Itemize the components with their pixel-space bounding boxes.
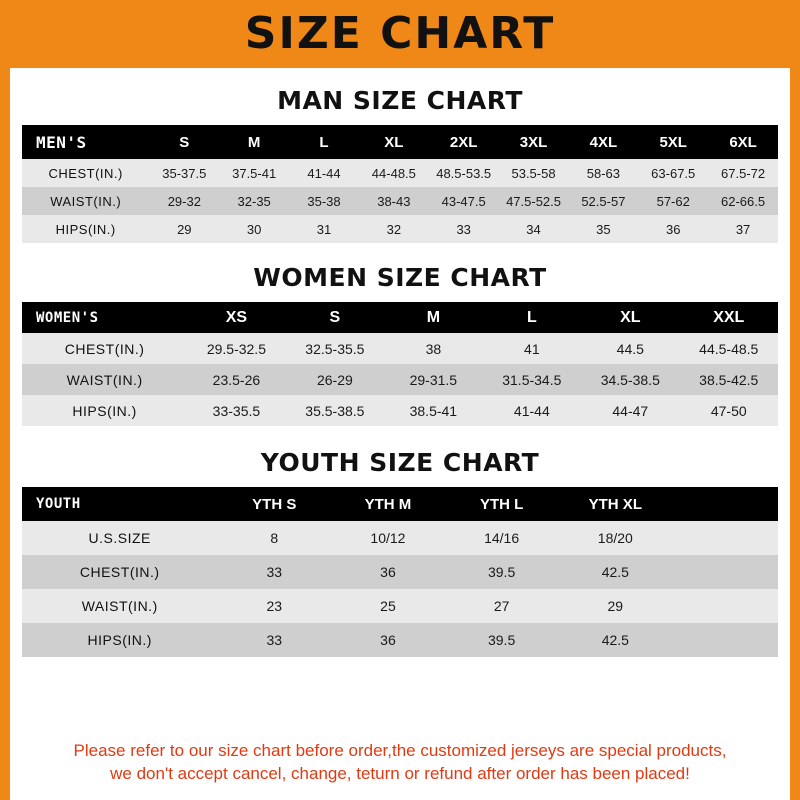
table-header-row — [22, 125, 778, 159]
row-label-chest: CHEST(IN.) — [79, 564, 160, 580]
cell: 41-44 — [307, 165, 341, 181]
row-label-hips: HIPS(IN.) — [72, 402, 137, 419]
page-title: SIZE CHART — [244, 8, 556, 59]
women-size-table — [22, 302, 778, 426]
cell: 31 — [316, 221, 332, 237]
column-header-yth-s: YTH S — [252, 495, 297, 513]
cell: 44-48.5 — [371, 165, 416, 181]
column-header-m: M — [426, 308, 441, 326]
youth-section-title: YOUTH SIZE CHART — [260, 448, 540, 477]
cell: 35-37.5 — [162, 165, 207, 181]
column-header-s: S — [329, 308, 341, 326]
cell: 36 — [380, 632, 396, 648]
column-header-yth-l: YTH L — [479, 495, 524, 513]
cell: 35.5-38.5 — [305, 402, 365, 419]
column-header-xs: XS — [225, 308, 248, 326]
table-row — [22, 215, 778, 243]
table-row — [22, 555, 778, 589]
column-header-xxl: XXL — [713, 308, 745, 326]
cell: 42.5 — [601, 564, 629, 580]
cell: 31.5-34.5 — [502, 371, 562, 388]
cell: 37.5-41 — [232, 165, 277, 181]
page-banner — [10, 0, 790, 68]
cell: 33 — [266, 632, 283, 648]
table-row — [22, 589, 778, 623]
cell: 23.5-26 — [212, 371, 261, 388]
row-label-chest: CHEST(IN.) — [64, 340, 145, 357]
table-header-row — [22, 302, 778, 333]
cell: 39.5 — [487, 564, 516, 580]
table-row — [22, 159, 778, 187]
table-header-row — [22, 487, 778, 521]
order-notice — [22, 730, 778, 800]
column-header-4xl: 4XL — [589, 133, 618, 151]
cell: 34 — [526, 221, 541, 237]
cell: 38 — [425, 340, 442, 357]
cell: 44.5 — [616, 340, 644, 357]
column-header-3xl: 3XL — [519, 133, 548, 151]
column-header-l: L — [319, 133, 329, 151]
column-header-spacer — [672, 487, 778, 521]
cell: 44-47 — [612, 402, 649, 419]
cell: 26-29 — [316, 371, 353, 388]
column-header-yth-m: YTH M — [364, 495, 412, 513]
table-row — [22, 395, 778, 426]
column-header-s: S — [179, 133, 190, 151]
column-header-youth: YOUTH — [36, 496, 81, 512]
cell: 8 — [270, 530, 279, 546]
cell: 18/20 — [597, 530, 633, 546]
cell: 37 — [735, 221, 751, 237]
row-label-hips: HIPS(IN.) — [55, 221, 116, 237]
cell: 29-32 — [167, 193, 201, 209]
cell: 25 — [380, 598, 396, 614]
cell: 29 — [607, 598, 624, 614]
cell-spacer — [672, 555, 778, 589]
row-label-waist: WAIST(IN.) — [66, 371, 143, 388]
table-row — [22, 333, 778, 364]
cell: 30 — [246, 221, 262, 237]
notice-line-1: Please refer to our size chart before order,the customized jerseys are special products, — [73, 741, 727, 761]
column-header-6xl: 6XL — [729, 133, 757, 151]
column-header-m: M — [247, 133, 261, 151]
cell: 38.5-41 — [409, 402, 458, 419]
row-label-waist: WAIST(IN.) — [81, 598, 158, 614]
row-label-us-size: U.S.SIZE — [88, 530, 151, 546]
cell: 34.5-38.5 — [600, 371, 660, 388]
cell: 57-62 — [656, 193, 690, 209]
cell: 58-63 — [586, 165, 620, 181]
cell: 47.5-52.5 — [506, 193, 561, 209]
column-header-xl: XL — [384, 133, 404, 151]
cell: 29 — [177, 221, 192, 237]
table-row — [22, 623, 778, 657]
column-header-yth-xl: YTH XL — [588, 495, 642, 513]
cell: 38-43 — [377, 193, 411, 209]
cell: 48.5-53.5 — [436, 165, 492, 181]
cell: 38.5-42.5 — [699, 371, 759, 388]
cell: 39.5 — [487, 632, 516, 648]
cell: 47-50 — [710, 402, 747, 419]
cell: 53.5-58 — [511, 165, 556, 181]
column-header-womens: WOMEN'S — [36, 309, 99, 326]
cell: 14/16 — [484, 530, 520, 546]
man-size-table — [22, 125, 778, 243]
cell: 41-44 — [513, 402, 550, 419]
column-header-xl: XL — [620, 308, 641, 326]
row-label-hips: HIPS(IN.) — [87, 632, 152, 648]
cell: 44.5-48.5 — [699, 340, 759, 357]
cell: 62-66.5 — [721, 193, 766, 209]
man-section-title: MAN SIZE CHART — [277, 86, 523, 115]
cell: 36 — [665, 221, 681, 237]
cell: 35 — [596, 221, 611, 237]
cell: 43-47.5 — [441, 193, 486, 209]
cell: 67.5-72 — [721, 165, 766, 181]
cell: 29.5-32.5 — [206, 340, 266, 357]
table-row — [22, 364, 778, 395]
column-header-l: L — [526, 308, 537, 326]
cell: 33 — [266, 564, 283, 580]
table-row — [22, 521, 778, 555]
women-section-title: WOMEN SIZE CHART — [253, 263, 547, 292]
cell-spacer — [672, 521, 778, 555]
cell-spacer — [672, 589, 778, 623]
cell: 32.5-35.5 — [305, 340, 365, 357]
cell: 32-35 — [237, 193, 271, 209]
cell-spacer — [672, 623, 778, 657]
cell: 33 — [456, 221, 471, 237]
column-header-2xl: 2XL — [449, 133, 478, 151]
cell: 23 — [266, 598, 283, 614]
row-label-waist: WAIST(IN.) — [50, 193, 122, 209]
cell: 63-67.5 — [651, 165, 696, 181]
cell: 10/12 — [370, 530, 406, 546]
cell: 29-31.5 — [409, 371, 458, 388]
row-label-chest: CHEST(IN.) — [48, 165, 123, 181]
column-header-5xl: 5XL — [659, 133, 687, 151]
cell: 52.5-57 — [581, 193, 626, 209]
chart-content — [10, 68, 790, 800]
cell: 27 — [493, 598, 510, 614]
cell: 36 — [380, 564, 396, 580]
notice-line-2: we don't accept cancel, change, teturn or refund after order has been placed! — [110, 764, 690, 784]
column-header-men: MEN'S — [36, 132, 87, 152]
youth-size-table — [22, 487, 778, 657]
cell: 35-38 — [307, 193, 341, 209]
cell: 33-35.5 — [212, 402, 261, 419]
cell: 42.5 — [601, 632, 629, 648]
table-row — [22, 187, 778, 215]
cell: 32 — [386, 221, 402, 237]
cell: 41 — [524, 340, 540, 357]
